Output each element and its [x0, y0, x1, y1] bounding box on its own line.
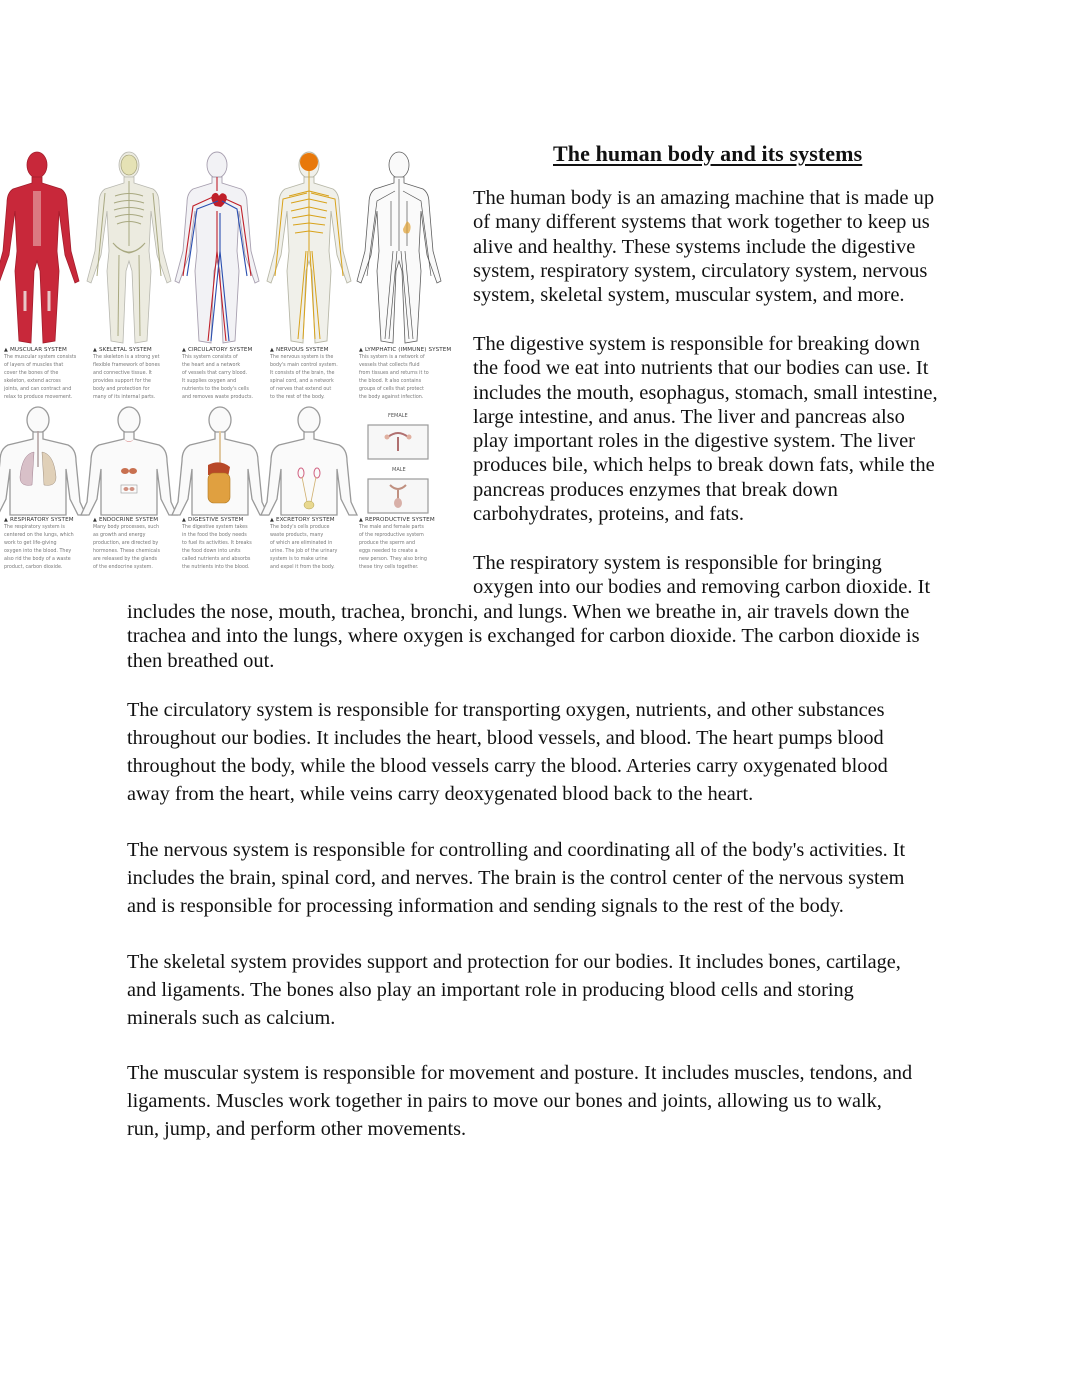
- body-systems-illustration: FEMALE MALE ▲ MUSCULAR SYSTEM The muscular system consists of layers of muscles that cover the bones of the skeleton, extend across joints, and can contract and relax to produce movement. ▲ SKELETAL SYSTEM The skeleton is a strong yet flexible framework of bones and connective tissue. It provides support for the body and protection for many of its internal parts. ▲ CIRCULATORY SYSTEM This system consists of the heart and a network of vessels that carry blood. It supplies oxygen and nutrients to the body's cells and removes waste products. ▲ NERVOUS SYSTEM The nervous system is the body's main control system. It consists of the brain, the spinal cord, and a network of nerves that extend out to the rest of the body. ▲ LYMPHATIC (IMMUNE) SYSTEM This system is a network of vessels that collects fluid from tissues and returns it to the blood. It also contains groups of cells that protect the body against infection. ▲ RESPIRATORY SYSTEM The respiratory system is centered on the lungs, which work to get life-giving oxygen into the blood. They also rid the body of a waste product, carbon dioxide. ▲ ENDOCRINE SYSTEM Many body processes, such as growth and energy production, are directed by hormones. These chemicals are released by the glands of the endocrine system. ▲ DIGESTIVE SYSTEM The digestive system takes in the food the body needs to fuel its activities. It breaks the food down into units called nutrients and absorbs the nutrients into the blood. ▲ EXCRETORY SYSTEM The body's cells produce waste products, many of which are eliminated in urine. The job of the urinary system is to make urine and expel it from the body. ▲ REPRODUCTIVE SYSTEM The male and female parts of the reproductive system produce the sperm and eggs needed to create a new person. They also bring these tiny cells together.: [0, 145, 460, 580]
- lymphatic-system-figure: [357, 152, 441, 343]
- paragraph-circulatory: The circulatory system is responsible for transporting oxygen, nutrients, and other substances throughout our bodies. It includes the heart, blood vessels, and blood. The heart pumps blood throughout the body, while the blood vessels carry the blood. Arteries carry oxygenated blood away from the heart, while veins carry deoxygenated blood back to the heart.: [127, 699, 888, 805]
- paragraph-skeletal: The skeletal system provides support and protection for our bodies. It includes bones, cartilage, and ligaments. The bones also play an important role in producing blood cells and storing minerals such as calcium.: [127, 951, 901, 1029]
- digestive-system-figure: [172, 407, 268, 515]
- female-label: FEMALE: [388, 413, 408, 419]
- paragraph-muscular: The muscular system is responsible for movement and posture. It includes muscles, tendons, and ligaments. Muscles work together in pairs to move our bones and joints, allowing us to walk, run, jump, and perform other movements.: [127, 1062, 913, 1140]
- nervous-system-figure: [267, 152, 351, 343]
- male-label: MALE: [392, 467, 406, 473]
- skeletal-system-figure: [87, 152, 171, 343]
- respiratory-system-figure: [0, 407, 86, 515]
- paragraph-digestive: The digestive system is responsible for breaking down the food we eat into nutrients that our bodies can use. It includes the mouth, esophagus, stomach, small intestine, large intestine, and anus. The liver and pancreas also play important roles in the digestive system. The liver produces bile, which helps to break down fats, while the pancreas produces enzymes that break down carbohydrates, proteins, and fats.: [473, 333, 938, 526]
- page-title: The human body and its systems: [553, 140, 863, 166]
- excretory-system-figure: [261, 407, 357, 515]
- paragraph-intro: The human body is an amazing machine that is made up of many different systems that work together to keep us alive and healthy. These systems include the digestive system, respiratory system, circulatory system, nervous system, skeletal system, muscular system, and more.: [473, 187, 935, 307]
- circulatory-system-figure: [175, 152, 259, 343]
- muscular-system-figure: [0, 152, 79, 343]
- paragraph-nervous: The nervous system is responsible for controlling and coordinating all of the body's activities. It includes the brain, spinal cord, and nerves. The brain is the control center of the nervous system and is responsible for processing information and sending signals to the rest of the body.: [127, 839, 906, 917]
- endocrine-system-figure: [81, 407, 177, 515]
